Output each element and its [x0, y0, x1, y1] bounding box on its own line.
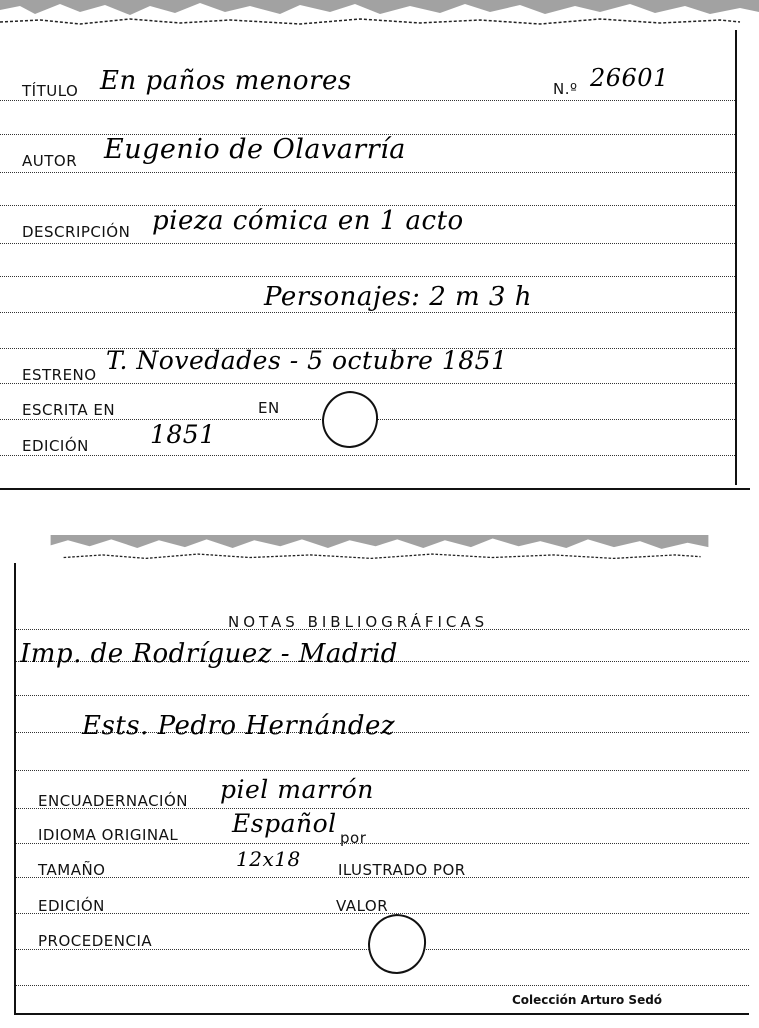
- titulo-label: TÍTULO: [22, 82, 79, 100]
- edicion-label: EDICIÓN: [22, 437, 89, 455]
- ruled-line: [0, 455, 735, 456]
- ruled-line: [16, 770, 749, 771]
- nota-line-2: Ests. Pedro Hernández: [82, 711, 396, 741]
- estreno-value: T. Novedades - 5 octubre 1851: [106, 346, 508, 375]
- card-bottom-border: [14, 1013, 749, 1015]
- catalog-card-front: [0, 0, 759, 495]
- ilustrado-label: ILUSTRADO POR: [338, 861, 466, 879]
- card-right-border: [735, 30, 737, 485]
- ruled-line: [0, 276, 735, 277]
- idioma-value: Español: [232, 809, 337, 838]
- nota-line-1: Imp. de Rodríguez - Madrid: [20, 639, 398, 669]
- ruled-line: [0, 383, 735, 384]
- ruled-line: [16, 695, 749, 696]
- idioma-label: IDIOMA ORIGINAL: [38, 826, 179, 844]
- encuadernacion-label: ENCUADERNACIÓN: [38, 792, 189, 810]
- edicion-value: 1851: [150, 420, 216, 449]
- tamano-label: TAMAÑO: [38, 861, 106, 879]
- torn-edge-top: [0, 0, 759, 26]
- torn-edge-top: [0, 535, 759, 561]
- ruled-line: [16, 985, 749, 986]
- descripcion-value: pieza cómica en 1 acto: [152, 206, 464, 236]
- numero-label: N.º: [553, 80, 578, 98]
- card-left-border: [14, 563, 16, 1015]
- personajes-value: Personajes: 2 m 3 h: [264, 282, 532, 312]
- titulo-value: En paños menores: [100, 66, 352, 96]
- card-bottom-border: [0, 488, 750, 490]
- coleccion-stamp: Colección Arturo Sedó: [512, 993, 663, 1007]
- ruled-line: [0, 243, 735, 244]
- ruled-line: [0, 100, 735, 101]
- autor-value: Eugenio de Olavarría: [104, 134, 406, 165]
- en-label: EN: [258, 399, 280, 417]
- notas-heading: NOTAS BIBLIOGRÁFICAS: [228, 613, 489, 631]
- catalog-card-back: [0, 535, 759, 1028]
- descripcion-label: DESCRIPCIÓN: [22, 223, 131, 241]
- escrita-en-label: ESCRITA EN: [22, 401, 116, 419]
- procedencia-label: PROCEDENCIA: [38, 932, 153, 950]
- encuadernacion-value: piel marrón: [220, 775, 374, 804]
- punched-hole: [318, 388, 382, 452]
- numero-value: 26601: [590, 64, 669, 92]
- valor-label: VALOR: [336, 897, 389, 915]
- ruled-line: [0, 172, 735, 173]
- estreno-label: ESTRENO: [22, 366, 97, 384]
- por-label: por: [340, 829, 367, 847]
- ruled-line: [0, 312, 735, 313]
- punched-hole: [364, 911, 430, 977]
- edicion-label: EDICIÓN: [38, 897, 105, 915]
- autor-label: AUTOR: [22, 152, 78, 170]
- tamano-value: 12x18: [236, 847, 301, 871]
